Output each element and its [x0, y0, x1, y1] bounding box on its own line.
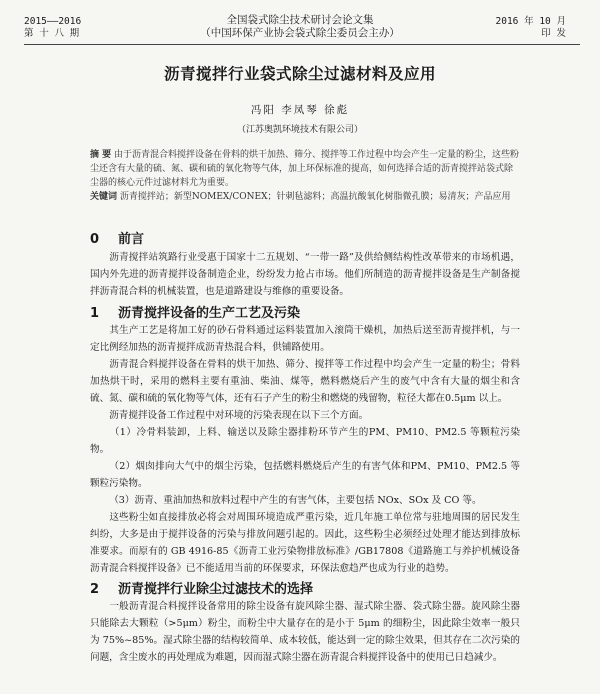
proceedings-title: 全国袋式除尘技术研讨会论文集 [226, 14, 374, 26]
list-item: （1）冷骨料装卸，上料、输送以及除尘器排粉环节产生的PM、PM10、PM2.5 等颗粒污染物。 [90, 427, 520, 455]
abstract [90, 148, 520, 190]
header-printed: 印 发 [541, 28, 566, 39]
paragraph: 沥青混合料搅拌设备在骨料的烘干加热、筛分、搅拌等工作过程中均会产生一定量的粉尘；骨料加热烘干时，采用的燃料主要有重油、柴油、煤等，燃料燃烧后产生的废气中含有大量的烟尘和含硫、氮、碳和硫的氧化物等气体，还有石子产生的粉尘和燃烧的残留物，粒径大都在0.5μm 以上。 [90, 359, 520, 404]
section-title: 沥青搅拌行业除尘过滤技术的选择 [118, 582, 314, 597]
list-item: （2）烟囱排向大气中的烟尘污染，包括燃料燃烧后产生的有害气体和PM、PM10、PM2.5 等颗粒污染物。 [90, 461, 520, 489]
organizer: （中国环保产业协会袋式除尘委员会主办） [200, 27, 400, 39]
section-heading-1 [90, 302, 300, 321]
header-divider [24, 44, 580, 45]
paragraph: 其生产工艺是将加工好的砂石骨料通过运料装置加入滚筒干燥机，加热后送至沥青搅拌机，与一定比例经加热的沥青搅拌成沥青热混合料，供铺路使用。 [90, 325, 520, 353]
header-date: 2016 年 10 月 [495, 16, 566, 27]
affiliation: （江苏奥凯环境技术有限公司） [236, 125, 363, 135]
keywords [90, 190, 520, 204]
paragraph: 沥青搅拌设备工作过程中对环境的污染表现在以下三个方面。 [109, 410, 369, 421]
section-number: 2 [90, 582, 100, 597]
paragraph: 这些粉尘如直接排放必将会对周围环境造成严重污染，近几年施工单位常与驻地周围的居民发生纠纷，大多是由于搅拌设备的污染与排放问题引起的。因此，这些粉尘必须经过处理才能达到排放标准要求。而原有的 GB 4916-85《沥青工业污染物排放标准》/GB17808《道路施工与养护机械设备沥青混合料搅拌设备》已不能适用当前的环保要求，环保法愈趋严也成为行业的趋势。 [90, 512, 520, 574]
list-item: （3）沥青、重油加热和放料过程中产生的有害气体，主要包括 NOx、SOx 及 CO 等。 [109, 495, 482, 506]
header-right [496, 16, 566, 40]
authors: 冯阳 李凤琴 徐彪 [250, 104, 350, 116]
abstract-text: 由于沥青混合料搅拌设备在骨料的烘干加热、筛分、搅拌等工作过程中均会产生一定量的粉尘，这些粉尘还含有大量的硫、氮、碳和硫的氧化物等气体，加上环保标准的提高，如何选择合适的沥青搅拌站袋式除尘器的核心元件过滤材料尤为重要。 [90, 150, 520, 188]
paper-title: 沥青搅拌行业袋式除尘过滤材料及应用 [163, 65, 436, 83]
running-header [0, 6, 600, 46]
abstract-label: 摘 要 [90, 150, 112, 160]
section-title: 前言 [118, 232, 145, 247]
paragraph: 一般沥青混合料搅拌设备常用的除尘设备有旋风除尘器、湿式除尘器、袋式除尘器。旋风除尘器只能除去大颗粒（>5μm）粉尘，而粉尘中大量存在的是小于 5μm 的细粉尘，因此除尘效率一般只为 75%~85%。湿式除尘器的结构较简单、成本较低，能达到一定的除尘效果，但其存在二次污染的问题，含尘废水的再处理成为难题，因而湿式除尘器在沥青混合料搅拌设备中的使用已日趋减少。 [90, 601, 520, 663]
section-heading-0 [90, 228, 144, 247]
keywords-text: 沥青搅拌站；新型NOMEX/CONEX；针刺毡滤料；高温抗酸氧化树脂微孔膜；易清灰；产品应用 [119, 192, 511, 202]
section-heading-2 [90, 578, 313, 597]
header-years: 2015——2016 [24, 16, 82, 27]
section-title: 沥青搅拌设备的生产工艺及污染 [118, 306, 301, 321]
keywords-label: 关键词 [90, 192, 118, 202]
header-issue: 第 十 八 期 [24, 28, 80, 39]
paragraph: 沥青搅拌站筑路行业受惠于国家十二五规划、“一带一路”及供给侧结构性改革带来的市场机遇，国内外先进的沥青搅拌设备制造企业，纷纷发力抢占市场。他们所制造的沥青搅拌设备是生产制备搅拌沥青混合料的机械装置，也是道路建设与维修的重要设备。 [90, 252, 520, 297]
section-number: 0 [90, 232, 100, 247]
section-number: 1 [90, 306, 100, 321]
